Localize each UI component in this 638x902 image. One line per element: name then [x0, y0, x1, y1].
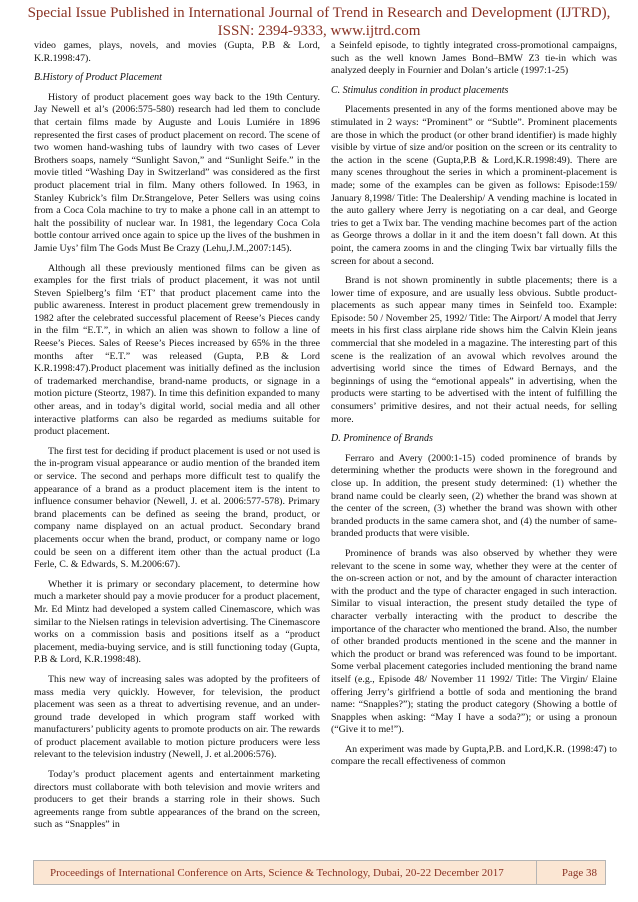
page-footer [33, 860, 606, 885]
footer-divider [536, 861, 537, 884]
paragraph: Placements presented in any of the forms mentioned above may be stimulated in 2 ways: “Prominent” or “Subtle”. Prominent placements are those in which the product (or other brand identifier) is made highly visible by virtue of size and/or position on the screen or its centrality to the action in the scene (Gupta,P.B & Lord,K.R.1998:49). There are many scenes throughout the series in which a prominent-placement is made; some of the examples can be given as follows: Episode:159/ January 8,1998/ Title: The Dealership/ A vending machine is located in the auto gallery where Jerry is negotiating on a car deal, and George tries to get a Twix bar. The vending machine becomes part of the action as George throws a dollar in it and the item doesn’t fall down. At this point, the camera zooms in and the clinging Twix bar virtually fills the screen for about a second. [331, 104, 617, 267]
paragraph: This new way of increasing sales was adopted by the profiteers of mass media very quickly. However, for television, the product placement was seen as a threat to advertising revenue, and an under-ground trade developed in which program staff worked with manufacturers’ publicity agents to promote products on air. The rewards of product placement available to motion picture producers were less relevant to the television industry (Newell, J. et al.2006:576). [34, 673, 320, 761]
paragraph: a Seinfeld episode, to tightly integrated cross-promotional campaigns, such as the well known James Bond–BMW Z3 tie-in which was analyzed deeply in Fournier and Dolan’s article (1997:1-25) [331, 40, 617, 77]
paragraph: History of product placement goes way back to the 19th Century. Jay Newell et al’s (2006:575-580) research had led them to conclude that certain films made by Auguste and Louis Lumiére in 1896 represented the first cases of product placement on record. The scene of two women hand-washing tubs of laundry with two cases of Lever Brothers soaps, namely “Sunlight Savon,” and “Sunlight Seife.” in the movie titled “Washing Day in Switzerland” was considered as the first product placement trial in film. Many others followed. In 1963, in Stanley Kubrick’s film Dr.Strangelove, Peter Sellers was using coins from a Coca Cola machine to try to make a phone call in an attempt to halt the possibility of nuclear war. In 1981, the legendary Coca Cola bottle contour arrived once again to spice up the lives of the bushmen in Jamie Uys’ film The Gods Must Be Crazy (Lehu,J.M.,2007:145). [34, 91, 320, 254]
paragraph: Although all these previously mentioned films can be given as examples for the first trials of product placement, it was not until Steven Spielberg’s film ‘ET’ that product placement came into the public awareness. Interest in product placement grew tremendously in 1982 after the celebrated successful placement of Reese’s Pieces candy in the film “E.T.”, in which an alien was shown to follow a line of Reese’s Pieces. Sales of Reese’s Pieces increased by 65% in the three months after “E.T.” was released (Gupta, P.B & Lord K.R.1998:47).Product placement was initially defined as the inclusion of trademarked merchandise, brand-name products, or signage in a motion picture (Steortz, 1987). In time this definition expanded to many other areas, and in today’s digital world, social media and all other interactive platforms can also be regarded as mediums suitable for product placement. [34, 262, 320, 438]
page-number: Page 38 [561, 867, 597, 879]
paragraph: Whether it is primary or secondary placement, to determine how much a marketer should pay a movie producer for a product placement, Mr. Ed Mintz had developed a system called Cinemascore, which was similar to the Nielsen ratings in television advertising. The Cinemascore works on a commission basis and positions itself as a “product placement, media-buying service, and is still functioning today (Gupta, P.B & Lord, K.R.1998:48). [34, 578, 320, 666]
paragraph: The first test for deciding if product placement is used or not used is the in-program visual appearance or audio mention of the branded item or service. The second and perhaps more difficult test to qualify the appearance of a brand as a product placement item is the intent to influence consumer behavior (Newell, J. et al. 2006:577-578). Primary brand placements can be defined as seeing the brand, product, or company name displayed on an actual product. Secondary brand placements occur when the brand, product, or company name or logo could be seen on a different item other than the actual product (La Ferle, C. & Edwards, S. M.2006:67). [34, 445, 320, 571]
journal-header-title: Special Issue Published in International Journal of Trend in Research and Development (IJTRD), [27, 5, 611, 21]
right-column [331, 40, 617, 776]
paragraph: An experiment was made by Gupta,P.B. and Lord,K.R. (1998:47) to compare the recall effectiveness of common [331, 743, 617, 768]
section-heading-stimulus: C. Stimulus condition in product placements [331, 84, 509, 96]
paragraph: Brand is not shown prominently in subtle placements; there is a lower time of exposure, and are usually less obvious. Subtle product-placements as such appear many times in Seinfeld too. Example: Episode: 50 / November 25, 1992/ Title: The Airport/ A model that Jerry meets in his first class airplane ride shows him the Calvin Klein jeans commercial that she modeled in a magazine. The interesting part of this scene is the realization of an avowal which revolves around the advertising world since the times of Edward Bernays, and the beginnings of using the “emotional appeals” in advertising, when the products were starting to be advertised with the intent of fulfilling the consumers’ primitive desires, and not their actual needs, for selling more. [331, 275, 617, 425]
paragraph: Prominence of brands was also observed by whether they were relevant to the scene in some way, whether they were at the center of the on-screen action or not, and by the amount of character interaction with the product and the type of character engaged in such interaction. Similar to visual interaction, the present study detailed the type of character verbally interacting with the product to describe the importance of the character who mentioned the brand. Also, the number of other branded products mentioned in the scene and the manner in which the product or brand was referenced was found to be important. Some verbal placement categories included mentioning the brand name itself (e.g., Episode 48/ November 11 1992/ Title: The Virgin/ Elaine offering Jerry’s girlfriend a bottle of soda and mentioning the brand name: “Snapples?”); stating the product category (Showing a bottle of Snapples when asking: “May I have a soda?”); or using a pronoun (“Give it to me!”). [331, 547, 617, 736]
paragraph: video games, plays, novels, and movies (Gupta, P.B & Lord, K.R.1998:47). [34, 40, 320, 64]
left-column [34, 40, 320, 839]
paragraph: Today’s product placement agents and entertainment marketing directors must collaborate with both television and movie writers and producers to get their brands a starring role in their shows. Such agreements range from subtle appearances of the brand on the screen, such as “Snapples” in [34, 769, 320, 831]
footer-proceedings: Proceedings of International Conference on Arts, Science & Technology, Dubai, 20-22 December 2017 [50, 867, 504, 879]
section-heading-history: B.History of Product Placement [34, 72, 162, 84]
paragraph: Ferraro and Avery (2000:1-15) coded prominence of brands by determining whether the products were shown in the foreground and close up. In addition, the present study determined: (1) whether the brand name could be clearly seen, (2) whether the brand was shown at the center of the screen, (3) whether the brand was shown with other branded products in the same camera shot, and (4) the number of same-branded products that were visible. [331, 452, 617, 540]
section-heading-prominence: D. Prominence of Brands [331, 433, 433, 445]
journal-header-issn: ISSN: 2394-9333, www.ijtrd.com [217, 23, 421, 39]
